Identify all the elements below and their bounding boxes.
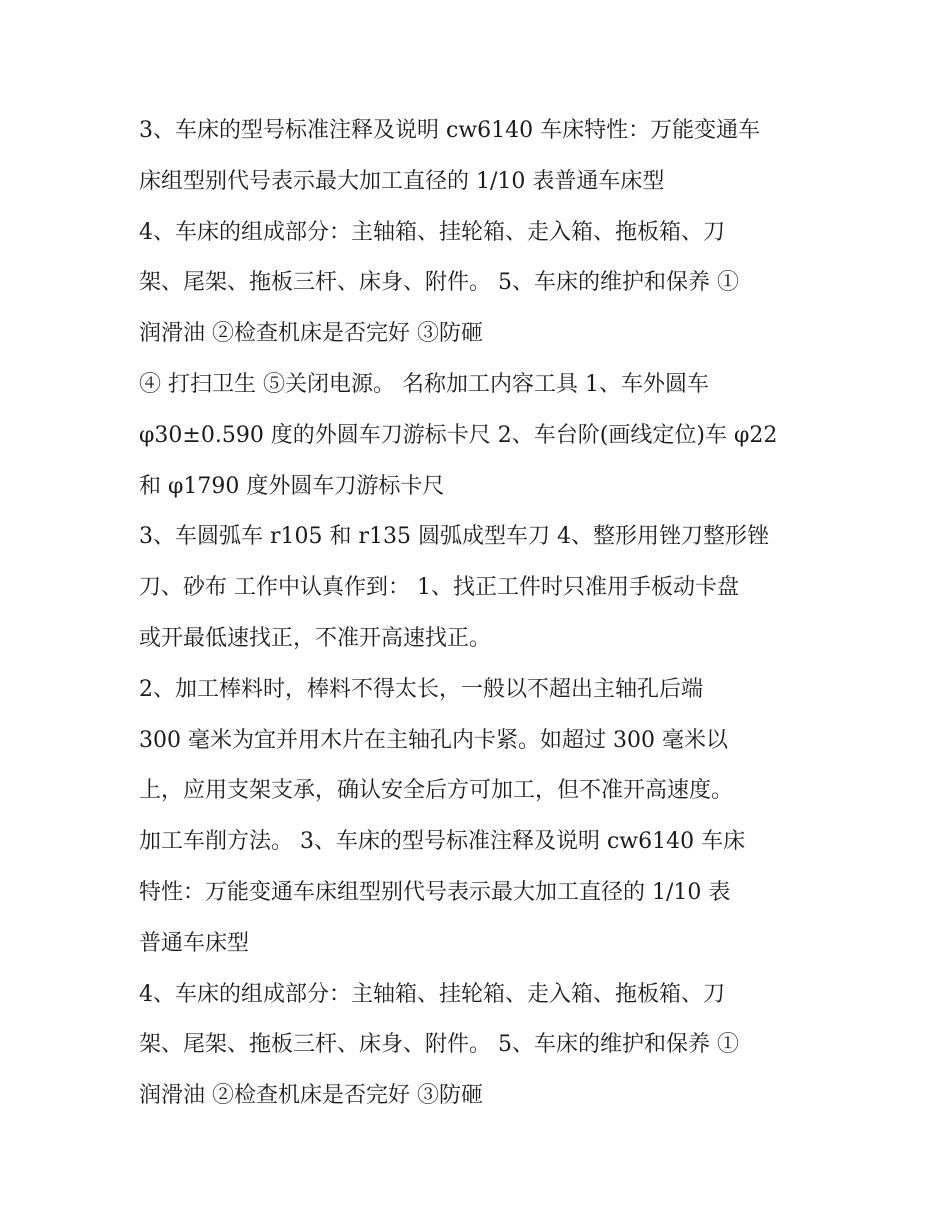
text-line: 2、加工棒料时，棒料不得太长，一般以不超出主轴孔后端 xyxy=(139,676,703,702)
text-line: ④ 打扫卫生 ⑤关闭电源。 名称加工内容工具 1、车外圆车 xyxy=(139,371,709,397)
text-line: 润滑油 ②检查机床是否完好 ③防砸 xyxy=(139,321,483,347)
text-line: 3、车圆弧车 r105 和 r135 圆弧成型车刀 4、整形用锉刀整形锉 xyxy=(139,524,769,550)
text-line: 和 φ1790 度外圆车刀游标卡尺 xyxy=(139,473,445,499)
text-line: 普通车床型 xyxy=(139,930,250,956)
text-line: 特性：万能变通车床组型别代号表示最大加工直径的 1/10 表 xyxy=(139,879,731,905)
text-line: 加工车削方法。 3、车床的型号标准注释及说明 cw6140 车床 xyxy=(139,829,746,855)
text-line: 刀、砂布 工作中认真作到： 1、找正工件时只准用手板动卡盘 xyxy=(139,575,739,601)
document-body xyxy=(139,106,839,1122)
text-line: 4、车床的组成部分：主轴箱、挂轮箱、走入箱、拖板箱、刀 xyxy=(139,219,725,245)
text-line: 300 毫米为宜并用木片在主轴孔内卡紧。如超过 300 毫米以 xyxy=(139,727,728,753)
text-line: 上，应用支架支承，确认安全后方可加工，但不准开高速度。 xyxy=(139,778,734,804)
text-line: 3、车床的型号标准注释及说明 cw6140 车床特性：万能变通车 xyxy=(139,118,761,143)
text-line: 架、尾架、拖板三杆、床身、附件。 5、车床的维护和保养 ① xyxy=(139,270,739,296)
text-line: 润滑油 ②检查机床是否完好 ③防砸 xyxy=(139,1083,483,1109)
text-line: 架、尾架、拖板三杆、床身、附件。 5、车床的维护和保养 ① xyxy=(139,1032,739,1058)
text-line: 4、车床的组成部分：主轴箱、挂轮箱、走入箱、拖板箱、刀 xyxy=(139,981,725,1007)
text-line: 或开最低速找正，不准开高速找正。 xyxy=(139,625,492,651)
text-line: φ30±0.590 度的外圆车刀游标卡尺 2、车台阶(画线定位)车 φ22 xyxy=(139,422,778,448)
text-line: 床组型别代号表示最大加工直径的 1/10 表普通车床型 xyxy=(139,168,665,194)
